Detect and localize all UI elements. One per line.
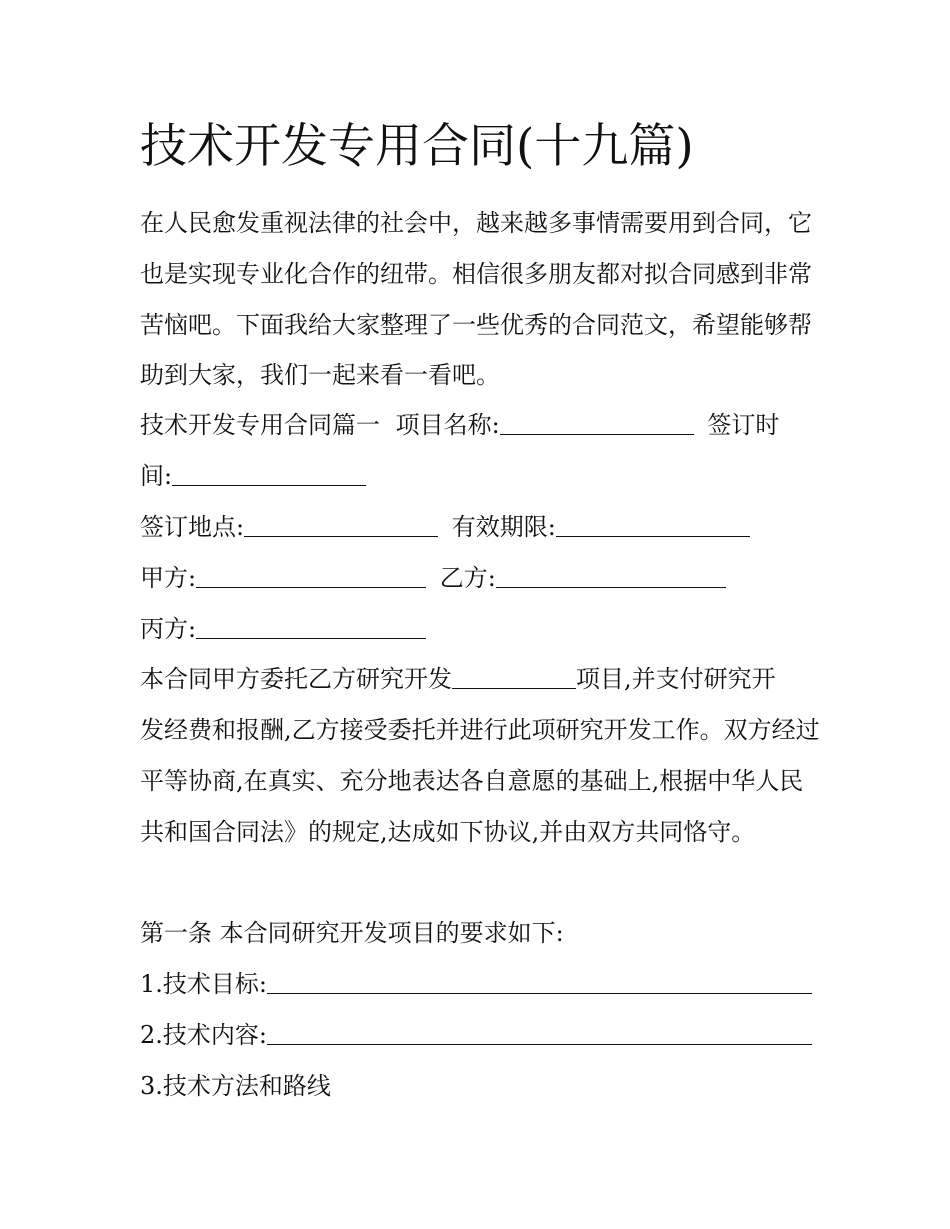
article-one: 第一条 本合同研究开发项目的要求如下: xyxy=(140,919,564,947)
sign-time-label: 签订时 xyxy=(707,411,780,439)
item-technical-content xyxy=(140,1010,812,1060)
agreement-text-cont: 项目,并支付研究开 xyxy=(576,665,776,693)
item2-label: 2.技术内容: xyxy=(140,1021,267,1049)
parties-line xyxy=(140,553,726,603)
sign-time-line xyxy=(140,451,366,501)
project-name-blank xyxy=(500,434,694,435)
valid-period-label: 有效期限: xyxy=(451,513,556,541)
sign-time-label-cont: 间: xyxy=(140,462,173,490)
intro-paragraph: 在人民愈发重视法律的社会中，越来越多事情需要用到合同，它也是实现专业化合作的纽带。相信很多朋友都对拟合同感到非常苦恼吧。下面我给大家整理了一些优秀的合同范文，希望能够帮助到大家，我们一起来看一看吧。 xyxy=(140,209,812,390)
agreement-line-1 xyxy=(140,654,776,704)
item1-label: 1.技术目标: xyxy=(140,970,267,998)
party-a-blank xyxy=(196,587,426,588)
item-technical-method: 3.技术方法和路线 xyxy=(140,1072,331,1100)
sign-time-blank xyxy=(172,485,366,486)
section-heading: 技术开发专用合同篇一 xyxy=(140,411,380,439)
project-name-line xyxy=(140,400,779,450)
party-c-blank xyxy=(196,638,426,639)
project-name-label: 项目名称: xyxy=(395,411,500,439)
valid-period-blank xyxy=(556,536,750,537)
agreement-text-start: 本合同甲方委托乙方研究开发 xyxy=(140,665,452,693)
party-b-blank xyxy=(496,587,726,588)
party-c-label: 丙方: xyxy=(140,615,197,643)
sign-place-label: 签订地点: xyxy=(140,513,245,541)
document-title: 技术开发专用合同(十九篇) xyxy=(140,119,694,174)
item2-blank xyxy=(267,1044,812,1045)
item-technical-goal xyxy=(140,959,812,1009)
party-a-label: 甲方: xyxy=(140,564,197,592)
item1-blank xyxy=(267,993,812,994)
agreement-paragraph: 发经费和报酬,乙方接受委托并进行此项研究开发工作。双方经过平等协商,在真实、充分地表达各自意愿的基础上,根据中华人民共和国合同法》的规定,达成如下协议,并由双方共同恪守。 xyxy=(140,716,820,846)
project-blank xyxy=(452,688,576,689)
party-c-line xyxy=(140,604,426,654)
place-period-line xyxy=(140,502,750,552)
party-b-label: 乙方: xyxy=(439,564,496,592)
sign-place-blank xyxy=(244,536,438,537)
